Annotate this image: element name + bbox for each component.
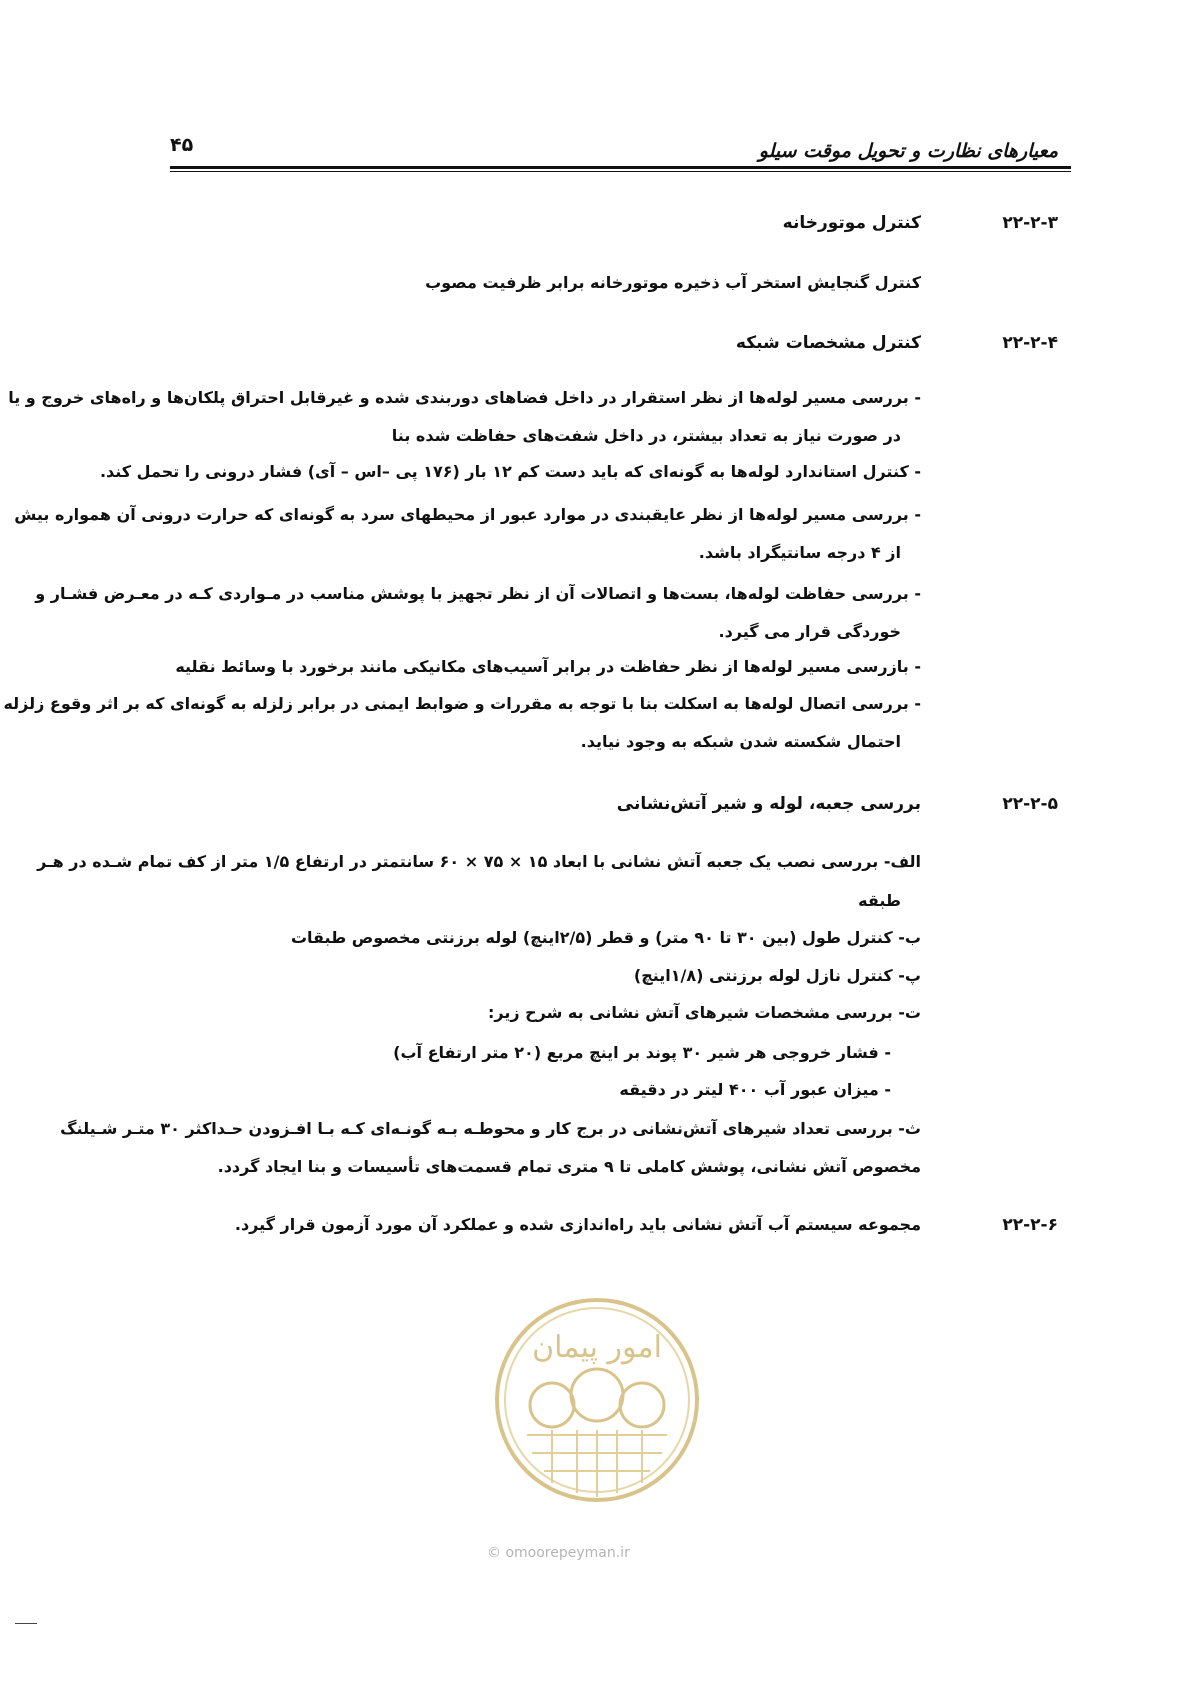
watermark-logo-text: امور پیمان [532,1330,662,1365]
section-title: کنترل مشخصات شبکه [735,333,921,353]
body-line: کنترل گنجایش استخر آب ذخیره موتورخانه برابر ظرفیت مصوب [425,273,921,292]
header-rule [170,166,1071,169]
header-rule-thin [170,171,1071,172]
body-line: ث- بررسی تعداد شیرهای آتش‌نشانی در برج کار و محوطـه بـه گونـه‌ای کـه بـا افـزودن حـداکثر ۳۰ متـر شـیلنگ [60,1119,921,1138]
body-line: مجموعه سیستم آب آتش نشانی باید راه‌اندازی شده و عملکرد آن مورد آزمون قرار گیرد. [234,1215,921,1234]
body-line: - بررسی مسیر لوله‌ها از نظر عایقبندی در موارد عبور از محیطهای سرد به گونه‌ای که حرارت درونی آن همواره بیش [14,505,921,524]
section-number: ۲۲-۲-۳ [1002,213,1058,233]
body-line: - بررسی حفاظت لوله‌ها، بست‌ها و اتصالات آن از نظر تجهیز با پوشش مناسب در مـواردی کـه در معـرض فشـار و [35,584,921,603]
body-line: الف- بررسی نصب یک جعبه آتش نشانی با ابعاد ۱۵ × ۷۵ × ۶۰ سانتمتر در ارتفاع ۱/۵ متر از کف تمام شـده در هـر [37,852,921,871]
body-line: - بررسی مسیر لوله‌ها از نظر استقرار در داخل فضاهای دوربندی شده و غیرقابل احتراق پلکان‌ها و راه‌های خروج و یا [8,388,921,407]
body-line: - کنترل استاندارد لوله‌ها به گونه‌ای که باید دست کم ۱۲ بار (۱۷۶ پی –اس – آی) فشار درونی را تحمل کند. [99,462,921,481]
page-number: ۴۵ [170,134,194,156]
section-number: ۲۲-۲-۵ [1002,794,1058,814]
body-line: خوردگی قرار می گیرد. [718,622,901,641]
watermark-logo-icon [492,1295,702,1505]
body-line: - بررسی اتصال لوله‌ها به اسکلت بنا با توجه به مقررات و ضوابط ایمنی در برابر زلزله به گونه‌ای که بر اثر وقوع زلزله [3,694,921,713]
section-number: ۲۲-۲-۴ [1002,333,1058,353]
watermark-url: © omoorepeyman.ir [487,1545,630,1561]
body-line: مخصوص آتش نشانی، پوشش کاملی تا ۹ متری تمام قسمت‌های تأسیسات و بنا ایجاد گردد. [217,1157,921,1176]
body-line: - بازرسی مسیر لوله‌ها از نظر حفاظت در برابر آسیب‌های مکانیکی مانند برخورد با وسائط نقلیه [175,657,921,676]
section-title: بررسی جعبه، لوله و شیر آتش‌نشانی [616,794,921,814]
body-line: ب- کنترل طول (بین ۳۰ تا ۹۰ متر) و قطر (۲/۵اینچ) لوله برزنتی مخصوص طبقات [290,928,921,947]
page-edge-mark [15,1623,37,1624]
body-line: ت- بررسی مشخصات شیرهای آتش نشانی به شرح زیر: [487,1003,921,1022]
body-line: - میزان عبور آب ۴۰۰ لیتر در دقیقه [619,1080,891,1099]
body-line: پ- کنترل نازل لوله برزنتی (۱/۸اینچ) [633,966,921,985]
body-line: طبقه [858,891,901,910]
body-line: در صورت نیاز به تعداد بیشتر، در داخل شفت‌های حفاظت شده بنا [391,426,901,445]
section-title: کنترل موتورخانه [782,213,921,233]
running-header-title: معیارهای نظارت و تحویل موقت سیلو [758,140,1058,162]
body-line: از ۴ درجه سانتیگراد باشد. [698,543,901,562]
section-number: ۲۲-۲-۶ [1002,1215,1058,1235]
body-line: احتمال شکسته شدن شبکه به وجود نیاید. [580,732,901,751]
body-line: - فشار خروجی هر شیر ۳۰ پوند بر اینچ مربع (۲۰ متر ارتفاع آب) [393,1043,891,1062]
